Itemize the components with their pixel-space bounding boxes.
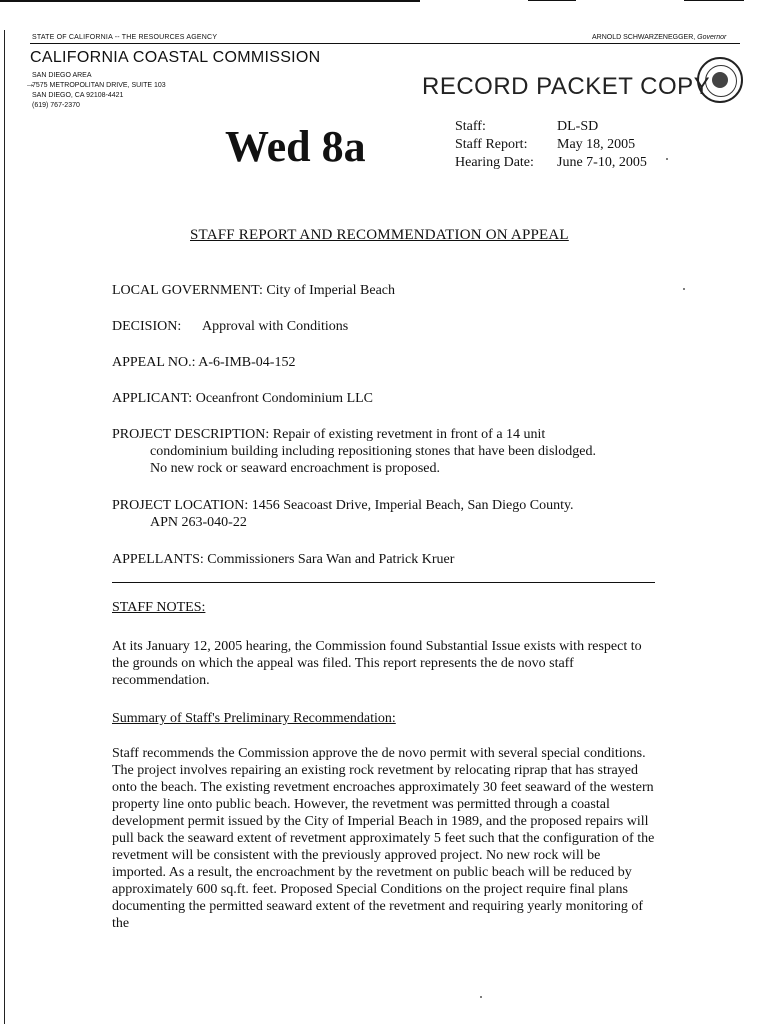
field-value: Oceanfront Condominium LLC: [195, 391, 374, 406]
governor-line: [592, 34, 726, 41]
governor-title: Governor: [697, 34, 727, 41]
field-value: A-6-IMB-04-152: [198, 355, 296, 370]
field-value: Commissioners Sara Wan and Patrick Kruer: [207, 552, 455, 567]
field-applicant: [112, 390, 657, 407]
address-line: (619) 767-2370: [32, 102, 80, 109]
field-label: DECISION:: [112, 319, 182, 334]
field-value: 1456 Seacoast Drive, Imperial Beach, San Diego County.: [251, 498, 574, 513]
field-label: PROJECT DESCRIPTION:: [112, 427, 270, 442]
meta-value: June 7-10, 2005: [557, 155, 647, 170]
state-agency-line: STATE OF CALIFORNIA -- THE RESOURCES AGENCY: [32, 34, 218, 41]
margin-mark-icon: →: [25, 79, 35, 90]
commission-address: [32, 71, 166, 111]
scan-mark: [528, 0, 576, 1]
field-decision: [112, 318, 657, 335]
field-value: APN 263-040-22: [150, 515, 247, 530]
scan-top-edge: [0, 0, 420, 2]
meta-row-staff: [455, 118, 647, 136]
field-label: APPELLANTS:: [112, 552, 204, 567]
report-title: STAFF REPORT AND RECOMMENDATION ON APPEAL: [190, 227, 569, 243]
letterhead-rule: [30, 43, 740, 44]
summary-paragraph: Staff recommends the Commission approve the de novo permit with several special conditions. The project involves repairing an existing rock revetment by relocating riprap that has strayed onto the beach. The existing revetment encroaches approximately 30 feet seaward of the western property line onto public beach. However, the revetment was permitted through a coastal development permit issued by the City of Imperial Beach in 1989, and the proposed repairs will pull back the seaward extent of revetment approximately 5 feet such that the configuration of the revetment will be consistent with the previously approved project. No new rock will be imported. As a result, the encroachment by the revetment on public beach will be reduced by approximately 600 sq.ft. feet. Proposed Special Conditions on the project require final plans documenting the permitted seaward extent of the revetment and requiring yearly monitoring of the: [112, 746, 655, 931]
meta-value: May 18, 2005: [557, 137, 636, 152]
scan-speck: [666, 158, 668, 160]
report-meta: [455, 118, 647, 172]
field-project-location: [112, 497, 657, 531]
field-label: APPEAL NO.:: [112, 355, 196, 370]
scan-mark: [684, 0, 744, 1]
address-line: 7575 METROPOLITAN DRIVE, SUITE 103: [32, 82, 166, 89]
field-local-government: [112, 282, 657, 299]
field-value: City of Imperial Beach: [266, 283, 396, 298]
field-label: APPLICANT:: [112, 391, 193, 406]
field-value: condominium building including repositioning stones that have been dislodged.: [150, 444, 596, 459]
governor-name: ARNOLD SCHWARZENEGGER,: [592, 34, 696, 41]
field-project-description: [112, 426, 657, 477]
address-line: SAN DIEGO AREA: [32, 72, 92, 79]
record-packet-stamp: RECORD PACKET COPY: [422, 73, 711, 100]
field-label: PROJECT LOCATION:: [112, 498, 249, 513]
scan-speck: [480, 996, 482, 998]
agenda-item: Wed 8a: [225, 122, 366, 171]
meta-label: Staff Report:: [455, 137, 528, 152]
field-appeal-no: [112, 354, 657, 371]
meta-label: Staff:: [455, 119, 486, 134]
summary-heading: Summary of Staff's Preliminary Recommendation:: [112, 711, 396, 726]
section-divider: [112, 582, 655, 583]
staff-notes-paragraph: At its January 12, 2005 hearing, the Commission found Substantial Issue exists with respect to the grounds on which the appeal was filed. This report represents the de novo staff recommendation.: [112, 639, 642, 688]
scan-speck: [683, 288, 685, 290]
field-value: Repair of existing revetment in front of a 14 unit: [272, 427, 546, 442]
address-line: SAN DIEGO, CA 92108-4421: [32, 92, 124, 99]
meta-row-hearing-date: [455, 154, 647, 172]
field-label: LOCAL GOVERNMENT:: [112, 283, 263, 298]
meta-label: Hearing Date:: [455, 155, 534, 170]
field-value: Approval with Conditions: [201, 319, 349, 334]
scan-left-edge: [4, 30, 5, 1024]
field-value: No new rock or seaward encroachment is proposed.: [150, 461, 441, 476]
staff-notes-heading: STAFF NOTES:: [112, 600, 206, 615]
field-appellants: [112, 551, 657, 568]
meta-value: DL-SD: [557, 119, 599, 134]
commission-name: CALIFORNIA COASTAL COMMISSION: [30, 49, 321, 66]
meta-row-report-date: [455, 136, 647, 154]
